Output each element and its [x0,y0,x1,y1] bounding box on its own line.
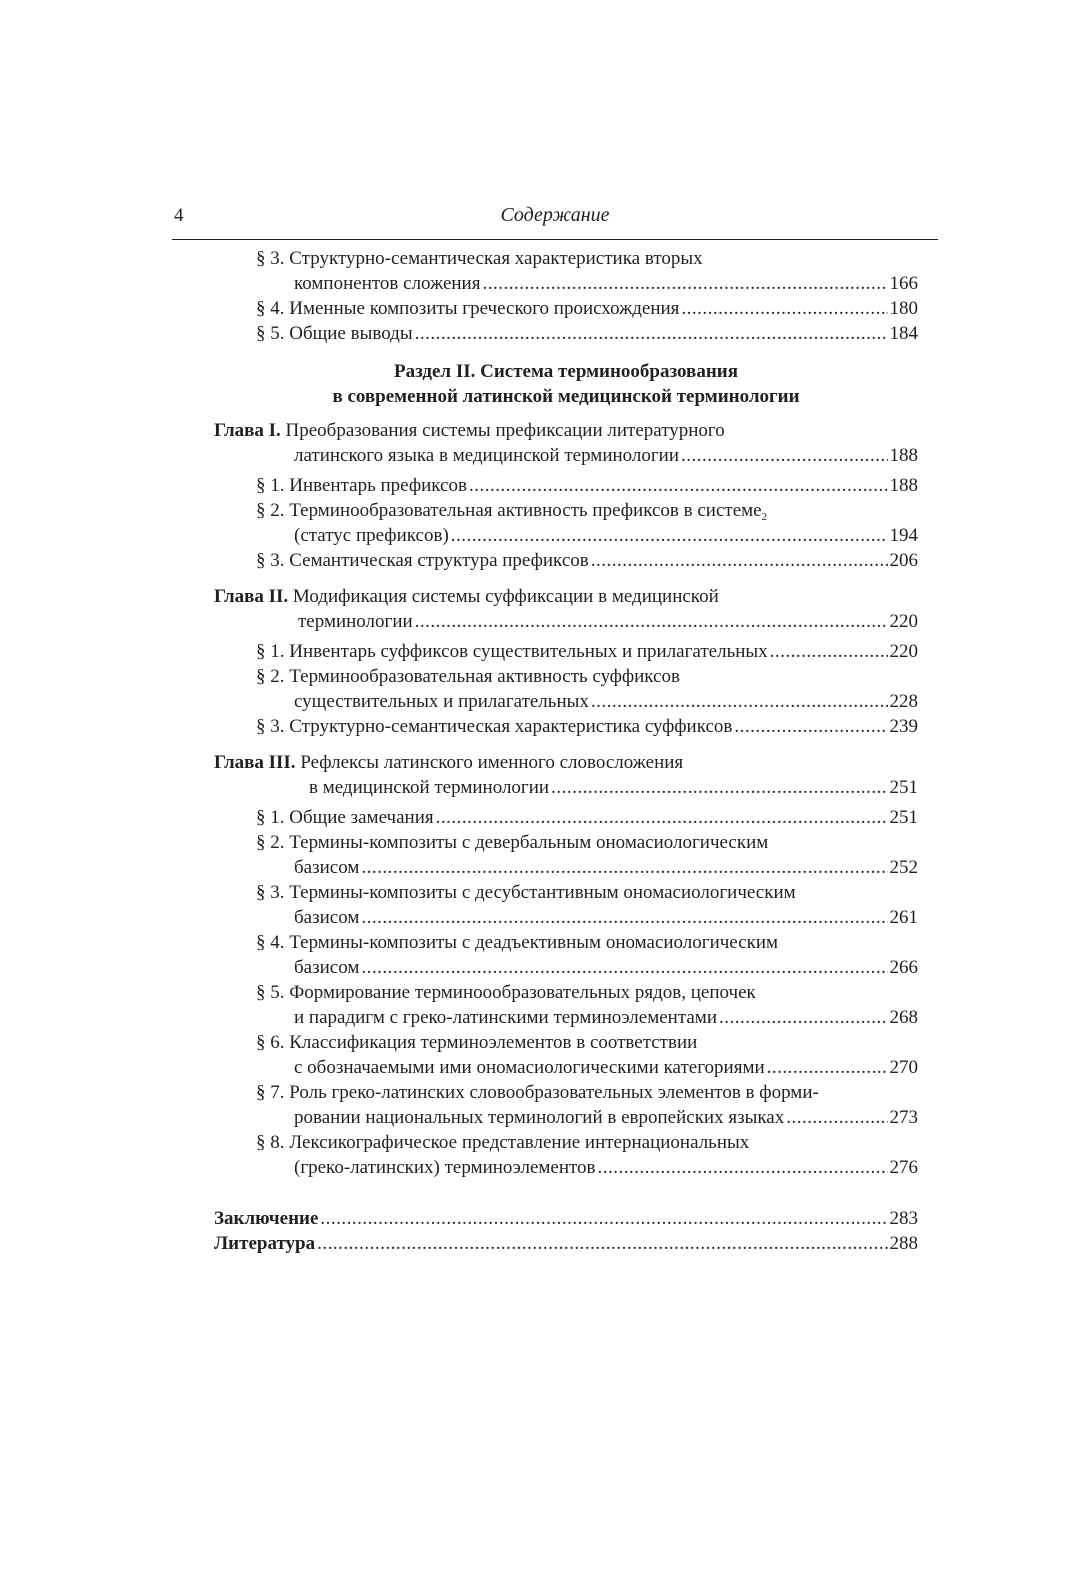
leader-dots [482,271,887,296]
section-title: в современной латинской медицинской терминологии [332,386,800,407]
chapter-heading[interactable] [214,418,918,443]
chapter-title: Модификация системы суффиксации в медицинской [288,586,719,607]
chapter-label: Глава I. [214,420,281,441]
toc-page-number: 288 [889,1233,918,1254]
toc-entry[interactable] [214,855,918,880]
subscript: 2 [761,511,768,523]
toc-entry[interactable] [214,775,918,800]
toc-entry-text: базисом [294,857,360,878]
toc-entry-text: ровании национальных терминологий в европейских языках [294,1107,785,1128]
toc-line-text: § 2. Терминообразовательная активность префиксов в системе [256,500,762,521]
toc-page-number: 220 [889,611,918,632]
page-number: 4 [174,205,184,226]
toc-page-number: 266 [889,957,918,978]
toc-entry-text: § 3. Структурно-семантическая характеристика суффиксов [256,716,733,737]
toc-entry[interactable] [214,609,918,634]
toc-page-number: 194 [889,525,918,546]
toc-entry-text: с обозначаемыми ими ономасиологическими категориями [294,1057,765,1078]
leader-dots [361,905,887,930]
running-title: Содержание [500,204,610,226]
toc-line [214,498,918,523]
toc-entry-text: § 1. Инвентарь префиксов [256,475,467,496]
toc-entry-text: терминологии [298,611,413,632]
toc-entry[interactable] [214,1155,918,1180]
toc-page-number: 268 [889,1007,918,1028]
chapter-label: Глава III. [214,752,296,773]
toc-page-number: 180 [889,298,918,319]
toc-line: § 4. Термины-композиты с деадъективным ономасиологическим [256,932,779,953]
leader-dots [591,548,888,573]
toc-entry-text: латинского языка в медицинской терминологии [294,445,680,466]
toc-entry-text: в медицинской терминологии [309,777,550,798]
toc-entry[interactable] [214,1005,918,1030]
toc-page-number: 270 [889,1057,918,1078]
leader-dots [767,1055,888,1080]
toc-entry-conclusion[interactable] [214,1206,918,1231]
toc-page-number: 251 [889,777,918,798]
toc-line: § 3. Структурно-семантическая характеристика вторых [256,248,703,269]
toc-entry[interactable] [214,523,918,548]
leader-dots [361,955,887,980]
chapter-title: Рефлексы латинского именного словосложения [295,752,684,773]
leader-dots [451,523,888,548]
toc-page-number: 283 [889,1208,918,1229]
toc-entry[interactable] [214,321,918,346]
toc-entry[interactable] [214,271,918,296]
toc-page-number: 166 [889,273,918,294]
toc-line: § 2. Терминообразовательная активность суффиксов [256,666,680,687]
toc-entry-text: Литература [214,1233,316,1254]
leader-dots [361,855,887,880]
toc-entry-text: компонентов сложения [294,273,481,294]
toc-page-number: 239 [889,716,918,737]
toc-entry-text: (греко-латинских) терминоэлементов [294,1157,596,1178]
toc-entry[interactable] [214,443,918,468]
toc-entry[interactable] [214,1055,918,1080]
toc-entry[interactable] [214,805,918,830]
leader-dots [591,689,888,714]
toc-entry-text: § 3. Семантическая структура префиксов [256,550,589,571]
toc-page-number: 188 [889,445,918,466]
toc-entry[interactable] [214,1105,918,1130]
toc-entry-text: Заключение [214,1208,319,1229]
leader-dots [415,321,888,346]
toc-line: § 5. Формирование терминоообразовательных рядов, цепочек [256,982,756,1003]
toc-entry-text: § 4. Именные композиты греческого происхождения [256,298,680,319]
toc-entry[interactable] [214,473,918,498]
toc-entry[interactable] [214,905,918,930]
toc-page-number: 206 [889,550,918,571]
toc-entry-text: и парадигм с греко-латинскими терминоэлементами [294,1007,717,1028]
toc-entry[interactable] [214,955,918,980]
table-of-contents [214,246,918,1256]
leader-dots [734,714,887,739]
leader-dots [681,296,887,321]
leader-dots [436,805,888,830]
toc-entry-text: § 1. Общие замечания [256,807,434,828]
toc-line: § 2. Термины-композиты с девербальным ономасиологическим [256,832,769,853]
leader-dots [719,1005,888,1030]
leader-dots [551,775,887,800]
chapter-heading[interactable] [214,584,918,609]
toc-page-number: 252 [889,857,918,878]
toc-page-number: 273 [889,1107,918,1128]
toc-page-number: 228 [889,691,918,712]
chapter-title: Преобразования системы префиксации литературного [280,420,725,441]
section-title: Раздел II. Система терминообразования [393,361,738,382]
leader-dots [469,473,888,498]
toc-entry-text: § 1. Инвентарь суффиксов существительных и прилагательных [256,641,768,662]
toc-page-number: 184 [889,323,918,344]
toc-page-number: 251 [889,807,918,828]
toc-entry-text: базисом [294,957,360,978]
leader-dots [598,1155,888,1180]
toc-line: § 7. Роль греко-латинских словообразовательных элементов в форми- [256,1082,819,1103]
toc-entry-text: (статус префиксов) [294,525,449,546]
leader-dots [320,1206,887,1231]
leader-dots [681,443,887,468]
leader-dots [786,1105,887,1130]
leader-dots [415,609,888,634]
toc-page-number: 276 [889,1157,918,1178]
toc-entry[interactable] [214,548,918,573]
toc-entry[interactable] [214,714,918,739]
toc-line: § 3. Термины-композиты с десубстантивным ономасиологическим [256,882,796,903]
toc-entry-text: § 5. Общие выводы [256,323,413,344]
toc-entry-literature[interactable] [214,1231,918,1256]
toc-entry[interactable] [214,296,918,321]
toc-entry-text: базисом [294,907,360,928]
toc-entry[interactable] [214,689,918,714]
toc-page-number: 188 [889,475,918,496]
toc-page-number: 220 [889,641,918,662]
toc-line: § 6. Классификация терминоэлементов в соответствии [256,1032,698,1053]
leader-dots [317,1231,887,1256]
toc-entry[interactable] [214,639,918,664]
toc-page-number: 261 [889,907,918,928]
chapter-label: Глава II. [214,586,289,607]
leader-dots [770,639,888,664]
toc-entry-text: существительных и прилагательных [294,691,589,712]
toc-line: § 8. Лексикографическое представление интернациональных [256,1132,750,1153]
page-header [172,203,938,240]
chapter-heading[interactable] [214,750,918,775]
